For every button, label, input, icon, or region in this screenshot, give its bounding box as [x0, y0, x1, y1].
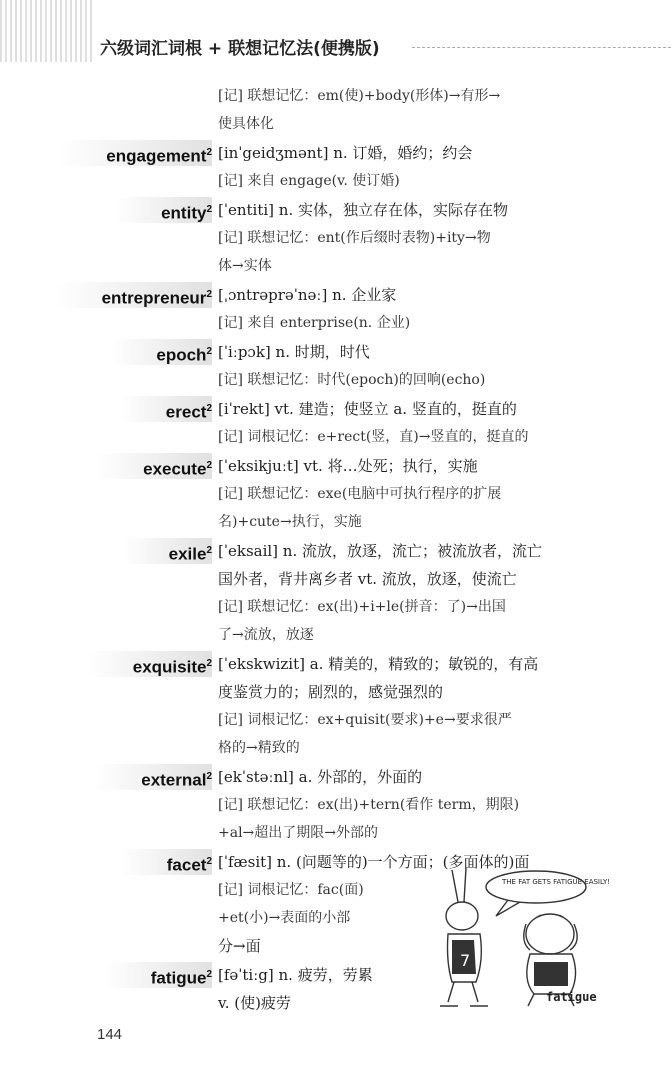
memory-note: [记] 联想记忆：em(使)+body(形体)→有形→ [218, 88, 501, 104]
entry-epoch [0, 338, 671, 394]
entry-line: [记] 来自 enterprise(n. 企业) [218, 315, 411, 331]
headword [60, 140, 212, 166]
headword [115, 197, 212, 223]
headword [123, 538, 212, 564]
headword-text: external [141, 770, 207, 790]
frequency-mark: 2 [206, 147, 212, 158]
page-header [0, 0, 671, 70]
jersey-number: 7 [460, 951, 471, 970]
frequency-mark: 2 [206, 403, 212, 414]
definition: [ˈeksail] n. 流放，放逐，流亡；被流放者，流亡 [218, 542, 542, 560]
headword-text: entrepreneur [101, 288, 207, 308]
headword [110, 339, 212, 365]
entry-external [0, 763, 671, 847]
headword-text: entity [161, 203, 207, 223]
frequency-mark: 2 [206, 658, 212, 669]
entry-line: 度鉴赏力的；剧烈的，感觉强烈的 [218, 683, 444, 701]
entry-line: [记] 词根记忆：e+rect(竖，直)→竖直的，挺直的 [218, 429, 529, 445]
entry-line: +al→超出了期限→外部的 [218, 825, 379, 841]
entry-line: [记] 联想记忆：ent(作后缀时表物)+ity→物 [218, 230, 491, 246]
frequency-mark: 2 [206, 346, 212, 357]
headword [87, 651, 212, 677]
frequency-mark: 2 [206, 856, 212, 867]
entry-line: 体→实体 [218, 258, 272, 274]
headword-text: exquisite [132, 657, 207, 677]
definition: [ˈiːpɔk] n. 时期，时代 [218, 343, 370, 361]
headword-text: engagement [106, 146, 207, 166]
memory-note: 使具体化 [218, 116, 274, 132]
frequency-mark: 2 [206, 545, 212, 556]
definition: [ekˈstəːnl] a. 外部的，外面的 [218, 768, 423, 786]
definition: [ˈekskwizit] a. 精美的，精致的；敏锐的，有高 [218, 655, 539, 673]
entry-line: [记] 来自 engage(v. 使订婚) [218, 173, 400, 189]
frequency-mark: 2 [206, 460, 212, 471]
definition: [ˌɔntrəprəˈnəː] n. 企业家 [218, 286, 397, 304]
headword-text: erect [165, 402, 207, 422]
definition: [fəˈtiːg] n. 疲劳，劳累 [218, 966, 373, 984]
headword-text: execute [143, 459, 207, 479]
entry-line: [记] 联想记忆：时代(epoch)的回响(echo) [218, 372, 486, 388]
frequency-mark: 2 [206, 969, 212, 980]
header-divider [412, 47, 671, 48]
entry-engagement [0, 139, 671, 195]
frequency-mark: 2 [206, 771, 212, 782]
definition: [ˈfæsit] n. (问题等的)一个方面；(多面体的)面 [218, 853, 530, 871]
decorative-stripes [0, 0, 92, 62]
definition: [inˈgeidʒmənt] n. 订婚，婚约；约会 [218, 144, 473, 162]
headword-text: facet [166, 855, 207, 875]
entry-line: 名)+cute→执行，实施 [218, 514, 362, 530]
entry-exquisite [0, 650, 671, 762]
entry-entrepreneur [0, 281, 671, 337]
headword [121, 849, 212, 875]
book-title: 六级词汇词根 + 联想记忆法(便携版) [100, 39, 380, 59]
definition: [ˈeksikjuːt] vt. 将…处死；执行，实施 [218, 457, 478, 475]
entry-entity [0, 196, 671, 280]
frequency-mark: 2 [206, 289, 212, 300]
entry-line: 分→面 [218, 937, 261, 955]
headword-text: fatigue [150, 968, 207, 988]
entry-erect [0, 395, 671, 451]
headword-text: epoch [156, 345, 207, 365]
entry-exile [0, 537, 671, 649]
frequency-mark: 2 [206, 204, 212, 215]
figure-caption: fatigue [546, 990, 597, 1004]
entry-line: 国外者，背井离乡者 vt. 流放，放逐，使流亡 [218, 570, 517, 588]
headword [56, 282, 212, 308]
entry-line: [记] 词根记忆：fac(面) [218, 882, 364, 898]
entry-line: 了→流放，放逐 [218, 627, 314, 643]
entry-line: [记] 词根记忆：ex+quisit(要求)+e→要求很严 [218, 712, 512, 728]
entry-line: [记] 联想记忆：exe(电脑中可执行程序的扩展 [218, 486, 502, 502]
continued-entry [0, 82, 671, 138]
headword [97, 453, 212, 479]
definition: [iˈrekt] vt. 建造；使竖立 a. 竖直的，挺直的 [218, 400, 517, 418]
speech-bubble [486, 871, 586, 903]
page-number: 144 [97, 1026, 123, 1043]
entry-line: 格的→精致的 [218, 740, 300, 756]
bubble-text: THE FAT GETS FATIGUE EASILY! [502, 878, 611, 886]
headword [105, 962, 212, 988]
entry-line: +et(小)→表面的小部 [218, 910, 351, 926]
entry-line: [记] 联想记忆：ex(出)+i+le(拼音：了)→出国 [218, 599, 506, 615]
headword [120, 396, 212, 422]
entry-execute [0, 452, 671, 536]
entry-line: v. (使)疲劳 [218, 994, 291, 1012]
entry-line: [记] 联想记忆：ex(出)+tern(看作 term，期限) [218, 797, 520, 813]
headword-text: exile [168, 544, 207, 564]
headword [95, 764, 212, 790]
definition: [ˈentiti] n. 实体，独立存在体，实际存在物 [218, 201, 508, 219]
